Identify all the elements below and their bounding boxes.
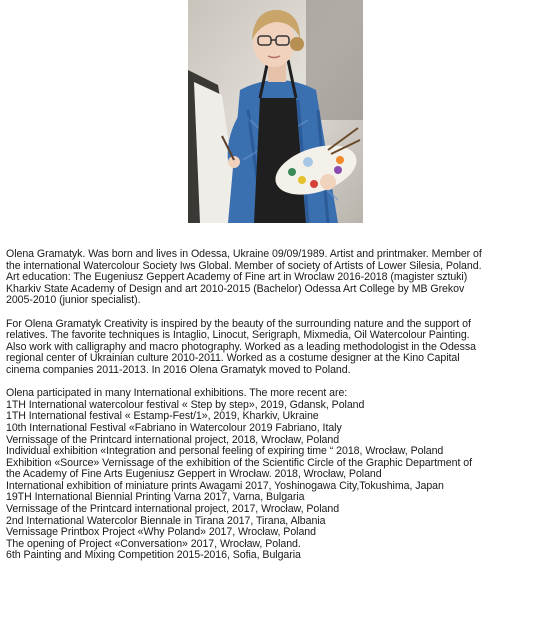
exhibition-item: International exhibition of miniature prints Awagami 2017, Yoshinogawa City,Tokushima, Japan bbox=[6, 479, 444, 492]
text-line: Kharkiv State Academy of Design and art 2010-2015 (Bachelor) Odessa Art College by MB Grekov bbox=[6, 282, 465, 295]
exhibition-item: Vernissage Printbox Project «Why Poland» 2017, Wrocław, Poland bbox=[6, 526, 316, 539]
portrait-illustration bbox=[188, 0, 363, 223]
exhibitions-intro: Olena participated in many International exhibitions. The more recent are: bbox=[6, 387, 348, 400]
exhibition-item: Exhibition «Source» Vernissage of the exhibition of the Scientific Circle of the Graphic Department of bbox=[6, 456, 472, 469]
text-line: 2005-2010 (junior specialist). bbox=[6, 294, 141, 307]
bio-intro-paragraph bbox=[6, 249, 546, 307]
text-line: the international Watercolour Society Iws Global. Member of society of Artists of Lower Silesia, Poland. bbox=[6, 259, 482, 272]
text-line: Also work with calligraphy and macro photography. Worked as a leading methodologist in the Odessa bbox=[6, 340, 476, 353]
text-line: cinema companies 2011-2013. In 2016 Olena Gramatyk moved to Poland. bbox=[6, 363, 351, 376]
text-line: Art education: The Eugeniusz Geppert Academy of Fine art in Wroclaw 2016-2018 (magister sztuki) bbox=[6, 271, 468, 284]
text-line: Olena Gramatyk. Was born and lives in Odessa, Ukraine 09/09/1989. Artist and printmaker. Member of bbox=[6, 248, 482, 260]
exhibition-item: the Academy of Fine Arts Eugeniusz Geppert in Wrocław. 2018, Wrocław, Poland bbox=[6, 468, 382, 481]
bio-text-block bbox=[6, 249, 546, 562]
exhibition-item: 2nd International Watercolor Biennale in Tirana 2017, Tirana, Albania bbox=[6, 514, 326, 527]
exhibition-item: 6th Painting and Mixing Competition 2015-2016, Sofia, Bulgaria bbox=[6, 549, 301, 562]
text-line: For Olena Gramatyk Creativity is inspired by the beauty of the surrounding nature and the support of bbox=[6, 317, 471, 330]
text-line: regional center of Ukrainian culture 2010-2011. Worked as a costume designer at the Kino Capital bbox=[6, 352, 460, 365]
exhibition-item: 10th International Festival «Fabriano in Watercolour 2019 Fabriano, Italy bbox=[6, 421, 342, 434]
bio-creativity-paragraph bbox=[6, 319, 546, 377]
exhibition-item: 1TH International watercolour festival « Step by step», 2019, Gdansk, Poland bbox=[6, 398, 365, 411]
exhibitions-paragraph bbox=[6, 388, 546, 562]
text-line: relatives. The favorite techniques is Intaglio, Linocut, Serigraph, Mixmedia, Oil Watercolour Painting. bbox=[6, 329, 470, 342]
exhibition-item: The opening of Project «Conversation» 2017, Wrocław, Poland. bbox=[6, 537, 301, 550]
exhibition-item: 19TH International Biennial Printing Varna 2017, Varna, Bulgaria bbox=[6, 491, 305, 504]
paragraph-gap bbox=[6, 307, 546, 319]
exhibition-item: 1TH International festival « Estamp-Fest/1», 2019, Kharkiv, Ukraine bbox=[6, 410, 319, 423]
artist-portrait-photo bbox=[188, 0, 363, 223]
exhibition-item: Individual exhibition «Integration and personal feeling of expiring time “ 2018, Wrocław, Poland bbox=[6, 445, 444, 458]
exhibition-item: Vernissage of the Printcard international project, 2017, Wrocław, Poland bbox=[6, 503, 340, 516]
exhibition-item: Vernissage of the Printcard international project, 2018, Wrocław, Poland bbox=[6, 433, 340, 446]
